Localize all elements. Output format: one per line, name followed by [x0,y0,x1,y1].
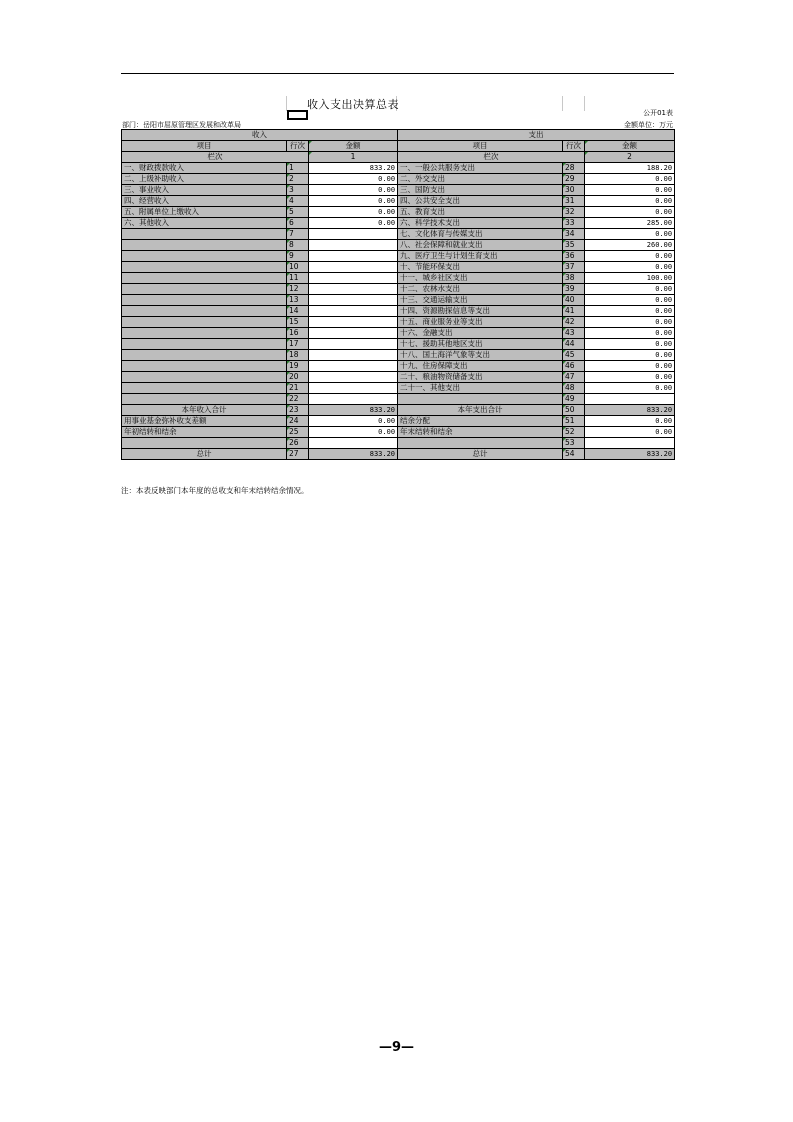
income-amount-cell[interactable]: 833.20 [309,405,398,416]
expense-line-cell[interactable]: 46 [563,361,585,372]
table-row [122,438,675,449]
income-amount-cell[interactable]: 0.00 [309,185,398,196]
income-line-cell[interactable]: 2 [287,174,309,185]
income-item-cell[interactable] [122,394,287,405]
income-item-cell[interactable]: 总计 [122,449,287,460]
expense-item-cell[interactable]: 十八、国土海洋气象等支出 [398,350,563,361]
expense-line-cell[interactable]: 38 [563,273,585,284]
expense-line-cell[interactable]: 45 [563,350,585,361]
table-row [122,416,675,427]
expense-item-cell[interactable]: 三、国防支出 [398,185,563,196]
income-amount-cell[interactable] [309,273,398,284]
income-amount-cell[interactable]: 0.00 [309,427,398,438]
dept-row [121,119,674,129]
expense-line-cell[interactable]: 42 [563,317,585,328]
expense-amount-cell[interactable]: 0.00 [585,229,675,240]
expense-amount-cell[interactable]: 833.20 [585,405,675,416]
code-row [121,111,674,119]
income-item-header: 项目 [122,141,287,152]
income-line-cell[interactable]: 23 [287,405,309,416]
income-line-cell[interactable]: 27 [287,449,309,460]
table-row [122,207,675,218]
income-amount-cell[interactable] [309,317,398,328]
section-header-row [122,130,675,141]
table-row [122,339,675,350]
expense-header: 支出 [398,130,675,141]
department-label: 部门：岳阳市屈原管理区发展和改革局 [122,121,241,129]
income-line-cell[interactable]: 7 [287,229,309,240]
table-row [122,306,675,317]
table-row [122,251,675,262]
income-header: 收入 [122,130,398,141]
income-item-cell[interactable] [122,229,287,240]
expense-item-cell[interactable]: 十七、援助其他地区支出 [398,339,563,350]
expense-amount-cell[interactable]: 0.00 [585,262,675,273]
income-item-cell[interactable] [122,339,287,350]
expense-amount-cell[interactable]: 0.00 [585,339,675,350]
income-col-number: 1 [309,152,398,163]
income-line-cell[interactable]: 12 [287,284,309,295]
expense-item-cell[interactable] [398,438,563,449]
expense-item-cell[interactable]: 结余分配 [398,416,563,427]
income-amount-cell[interactable]: 0.00 [309,174,398,185]
income-amount-cell[interactable] [309,383,398,394]
income-item-cell[interactable] [122,284,287,295]
expense-line-cell[interactable]: 44 [563,339,585,350]
expense-line-header: 行次 [563,141,585,152]
expense-amount-cell[interactable]: 833.20 [585,449,675,460]
table-row [122,427,675,438]
expense-amount-cell[interactable]: 100.00 [585,273,675,284]
expense-item-cell[interactable]: 二十、粮油物资储备支出 [398,372,563,383]
income-amount-cell[interactable] [309,262,398,273]
income-amount-cell[interactable]: 833.20 [309,163,398,174]
income-amount-cell[interactable] [309,295,398,306]
table-row [122,163,675,174]
income-amount-cell[interactable] [309,240,398,251]
expense-line-cell[interactable]: 35 [563,240,585,251]
expense-amount-cell[interactable]: 0.00 [585,185,675,196]
income-item-cell[interactable]: 六、其他收入 [122,218,287,229]
expense-line-cell[interactable]: 34 [563,229,585,240]
expense-item-cell[interactable]: 十九、住房保障支出 [398,361,563,372]
income-amount-cell[interactable] [309,361,398,372]
expense-line-cell[interactable]: 50 [563,405,585,416]
income-amount-cell[interactable] [309,328,398,339]
summary-table [121,129,675,460]
column-number-row [122,152,675,163]
expense-amount-cell[interactable] [585,438,675,449]
expense-line-cell[interactable]: 36 [563,251,585,262]
income-item-cell[interactable] [122,273,287,284]
expense-item-cell[interactable]: 四、公共安全支出 [398,196,563,207]
income-line-cell[interactable]: 8 [287,240,309,251]
income-line-cell[interactable]: 1 [287,163,309,174]
expense-amount-cell[interactable]: 0.00 [585,306,675,317]
income-line-cell[interactable]: 21 [287,383,309,394]
expense-amount-cell[interactable]: 285.00 [585,218,675,229]
income-line-cell[interactable]: 19 [287,361,309,372]
income-line-cell[interactable]: 14 [287,306,309,317]
expense-line-cell[interactable]: 33 [563,218,585,229]
income-amount-cell[interactable]: 0.00 [309,218,398,229]
expense-item-cell[interactable]: 一、一般公共服务支出 [398,163,563,174]
table-row [122,273,675,284]
expense-item-cell[interactable]: 总计 [398,449,563,460]
title-row [121,96,674,111]
expense-line-cell[interactable]: 29 [563,174,585,185]
table-row [122,284,675,295]
expense-line-cell[interactable]: 31 [563,196,585,207]
expense-amount-cell[interactable]: 0.00 [585,427,675,438]
income-amount-cell[interactable] [309,394,398,405]
expense-line-cell[interactable]: 37 [563,262,585,273]
expense-item-cell[interactable]: 十五、商业服务业等支出 [398,317,563,328]
expense-item-cell[interactable]: 七、文化体育与传媒支出 [398,229,563,240]
table-row [122,350,675,361]
income-amount-cell[interactable] [309,251,398,262]
expense-line-cell[interactable]: 30 [563,185,585,196]
income-amount-cell[interactable]: 0.00 [309,416,398,427]
expense-item-cell[interactable]: 十、节能环保支出 [398,262,563,273]
table-row [122,229,675,240]
income-amount-cell[interactable] [309,229,398,240]
income-expense-sheet [121,96,674,460]
expense-line-cell[interactable]: 48 [563,383,585,394]
expense-item-cell[interactable]: 十二、农林水支出 [398,284,563,295]
expense-col-number: 2 [585,152,675,163]
income-line-cell[interactable]: 20 [287,372,309,383]
table-row [122,383,675,394]
income-line-cell[interactable]: 26 [287,438,309,449]
expense-amount-header: 金额 [585,141,675,152]
expense-item-cell[interactable]: 十三、交通运输支出 [398,295,563,306]
income-line-cell[interactable]: 16 [287,328,309,339]
expense-item-cell[interactable]: 六、科学技术支出 [398,218,563,229]
income-item-cell[interactable]: 二、上级补助收入 [122,174,287,185]
expense-item-cell[interactable]: 二十一、其他支出 [398,383,563,394]
table-row [122,240,675,251]
income-item-cell[interactable] [122,438,287,449]
page-number: —9— [378,1040,415,1055]
expense-line-cell[interactable]: 54 [563,449,585,460]
expense-amount-cell[interactable]: 0.00 [585,174,675,185]
grid-line [562,96,563,111]
income-item-cell[interactable] [122,350,287,361]
expense-amount-cell[interactable]: 0.00 [585,295,675,306]
grid-line [584,96,585,111]
income-item-cell[interactable] [122,383,287,394]
table-row [122,262,675,273]
expense-item-cell[interactable]: 五、教育支出 [398,207,563,218]
income-line-cell[interactable]: 22 [287,394,309,405]
expense-line-cell[interactable]: 52 [563,427,585,438]
income-amount-cell[interactable] [309,438,398,449]
income-line-cell[interactable]: 4 [287,196,309,207]
income-line-cell[interactable]: 9 [287,251,309,262]
income-line-cell[interactable]: 5 [287,207,309,218]
table-row [122,218,675,229]
expense-amount-cell[interactable]: 0.00 [585,372,675,383]
expense-line-cell[interactable]: 49 [563,394,585,405]
income-amount-cell[interactable]: 0.00 [309,196,398,207]
income-amount-header: 金额 [309,141,398,152]
income-amount-cell[interactable] [309,306,398,317]
expense-col-label: 栏次 [398,152,585,163]
expense-item-header: 项目 [398,141,563,152]
expense-amount-cell[interactable]: 0.00 [585,284,675,295]
table-row [122,328,675,339]
expense-amount-cell[interactable]: 0.00 [585,383,675,394]
income-item-cell[interactable] [122,361,287,372]
income-item-cell[interactable]: 年初结转和结余 [122,427,287,438]
income-amount-cell[interactable]: 0.00 [309,207,398,218]
expense-line-cell[interactable]: 47 [563,372,585,383]
income-col-label: 栏次 [122,152,309,163]
expense-amount-cell[interactable]: 0.00 [585,350,675,361]
income-amount-cell[interactable] [309,339,398,350]
expense-amount-cell[interactable]: 0.00 [585,196,675,207]
income-item-cell[interactable]: 五、附属单位上缴收入 [122,207,287,218]
expense-line-cell[interactable]: 53 [563,438,585,449]
income-amount-cell[interactable] [309,350,398,361]
income-line-cell[interactable]: 10 [287,262,309,273]
table-body [122,163,675,460]
income-item-cell[interactable] [122,251,287,262]
expense-amount-cell[interactable] [585,394,675,405]
expense-line-cell[interactable]: 40 [563,295,585,306]
expense-item-cell[interactable]: 九、医疗卫生与计划生育支出 [398,251,563,262]
expense-item-cell[interactable]: 十四、资源勘探信息等支出 [398,306,563,317]
expense-item-cell[interactable]: 年末结转和结余 [398,427,563,438]
income-item-cell[interactable] [122,317,287,328]
expense-item-cell[interactable]: 八、社会保障和就业支出 [398,240,563,251]
table-row [122,372,675,383]
unit-label: 金额单位：万元 [624,121,673,129]
expense-item-cell[interactable] [398,394,563,405]
form-code: 公开01表 [643,109,673,117]
income-item-cell[interactable]: 用事业基金弥补收支差额 [122,416,287,427]
expense-amount-cell[interactable]: 0.00 [585,328,675,339]
expense-amount-cell[interactable]: 188.20 [585,163,675,174]
expense-amount-cell[interactable]: 0.00 [585,317,675,328]
income-amount-cell[interactable] [309,284,398,295]
expense-amount-cell[interactable]: 0.00 [585,207,675,218]
table-note: 注：本表反映部门本年度的总收支和年末结转结余情况。 [121,486,309,495]
column-header-row [122,141,675,152]
income-item-cell[interactable]: 四、经营收入 [122,196,287,207]
income-line-cell[interactable]: 11 [287,273,309,284]
table-row [122,361,675,372]
income-item-cell[interactable] [122,295,287,306]
expense-line-cell[interactable]: 51 [563,416,585,427]
income-line-cell[interactable]: 25 [287,427,309,438]
income-item-cell[interactable] [122,262,287,273]
table-row [122,449,675,460]
expense-amount-cell[interactable]: 260.00 [585,240,675,251]
expense-line-cell[interactable]: 28 [563,163,585,174]
expense-amount-cell[interactable]: 0.00 [585,361,675,372]
table-title: 收入支出决算总表 [307,98,399,111]
income-line-cell[interactable]: 18 [287,350,309,361]
income-item-cell[interactable] [122,372,287,383]
income-line-cell[interactable]: 13 [287,295,309,306]
income-line-cell[interactable]: 17 [287,339,309,350]
top-rule [121,73,674,74]
table-row [122,394,675,405]
expense-line-cell[interactable]: 43 [563,328,585,339]
expense-amount-cell[interactable]: 0.00 [585,251,675,262]
expense-amount-cell[interactable]: 0.00 [585,416,675,427]
table-row [122,405,675,416]
income-amount-cell[interactable] [309,372,398,383]
income-line-cell[interactable]: 3 [287,185,309,196]
table-row [122,196,675,207]
expense-item-cell[interactable]: 二、外交支出 [398,174,563,185]
expense-item-cell[interactable]: 十一、城乡社区支出 [398,273,563,284]
income-item-cell[interactable]: 一、财政拨款收入 [122,163,287,174]
income-line-cell[interactable]: 6 [287,218,309,229]
expense-line-cell[interactable]: 32 [563,207,585,218]
income-line-cell[interactable]: 24 [287,416,309,427]
income-amount-cell[interactable]: 833.20 [309,449,398,460]
income-item-cell[interactable] [122,306,287,317]
table-row [122,295,675,306]
table-row [122,174,675,185]
expense-line-cell[interactable]: 39 [563,284,585,295]
income-item-cell[interactable]: 本年收入合计 [122,405,287,416]
income-item-cell[interactable] [122,328,287,339]
grid-line [286,96,287,111]
income-item-cell[interactable]: 三、事业收入 [122,185,287,196]
table-row [122,185,675,196]
income-item-cell[interactable] [122,240,287,251]
expense-line-cell[interactable]: 41 [563,306,585,317]
expense-item-cell[interactable]: 十六、金融支出 [398,328,563,339]
expense-item-cell[interactable]: 本年支出合计 [398,405,563,416]
table-row [122,317,675,328]
income-line-header: 行次 [287,141,309,152]
income-line-cell[interactable]: 15 [287,317,309,328]
